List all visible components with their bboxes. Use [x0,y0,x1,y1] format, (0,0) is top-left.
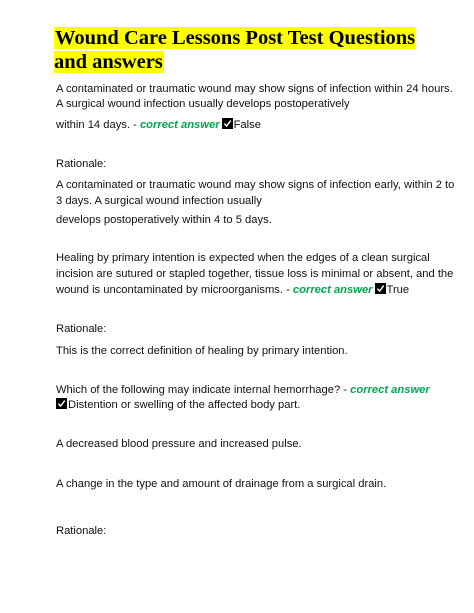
q2-line-1: Healing by primary intention is expected when the edges of a clean surgical [56,252,430,264]
q2-answer: True [386,284,410,296]
answer-tag: correct answer [292,284,373,296]
r3-label: Rationale: [56,525,107,537]
title-highlight: Wound Care Lessons Post Test Questions and answers [54,27,416,73]
q3-line-1 [56,383,430,397]
r1-line-3: develops postoperatively within 4 to 5 days. [56,214,272,226]
q3-line-2 [56,398,300,412]
q2-line-3 [56,283,409,297]
answer-tag: correct answer [350,384,430,396]
q1-prefix: within 14 days. - [56,119,140,131]
q1-answer: False [233,119,261,131]
r2-line-1: This is the correct definition of healing by primary intention. [56,345,348,357]
r1-label: Rationale: [56,158,107,170]
q2-line-2: incision are sutured or stapled together, tissue loss is minimal or absent, and the [56,268,454,280]
q3-prefix: Which of the following may indicate internal hemorrhage? - [56,384,351,396]
document-title [54,26,434,74]
q1-line-2: A surgical wound infection usually develops postoperatively [56,98,350,110]
check-mark-icon [375,283,386,294]
q3-option-3: A change in the type and amount of drainage from a surgical drain. [56,478,387,490]
check-mark-icon [56,398,67,409]
r1-line-1: A contaminated or traumatic wound may show signs of infection early, within 2 to [56,179,455,191]
q3-answer: Distention or swelling of the affected body part. [68,399,301,411]
q3-option-2: A decreased blood pressure and increased pulse. [56,438,302,450]
q1-line-3 [56,118,261,132]
answer-tag: correct answer [139,119,220,131]
r2-label: Rationale: [56,323,107,335]
q1-line-1: A contaminated or traumatic wound may show signs of infection within 24 hours. [56,83,453,95]
q2-prefix: wound is uncontaminated by microorganisms. - [56,284,293,296]
check-mark-icon [222,118,233,129]
r1-line-2: 3 days. A surgical wound infection usually [56,195,262,207]
